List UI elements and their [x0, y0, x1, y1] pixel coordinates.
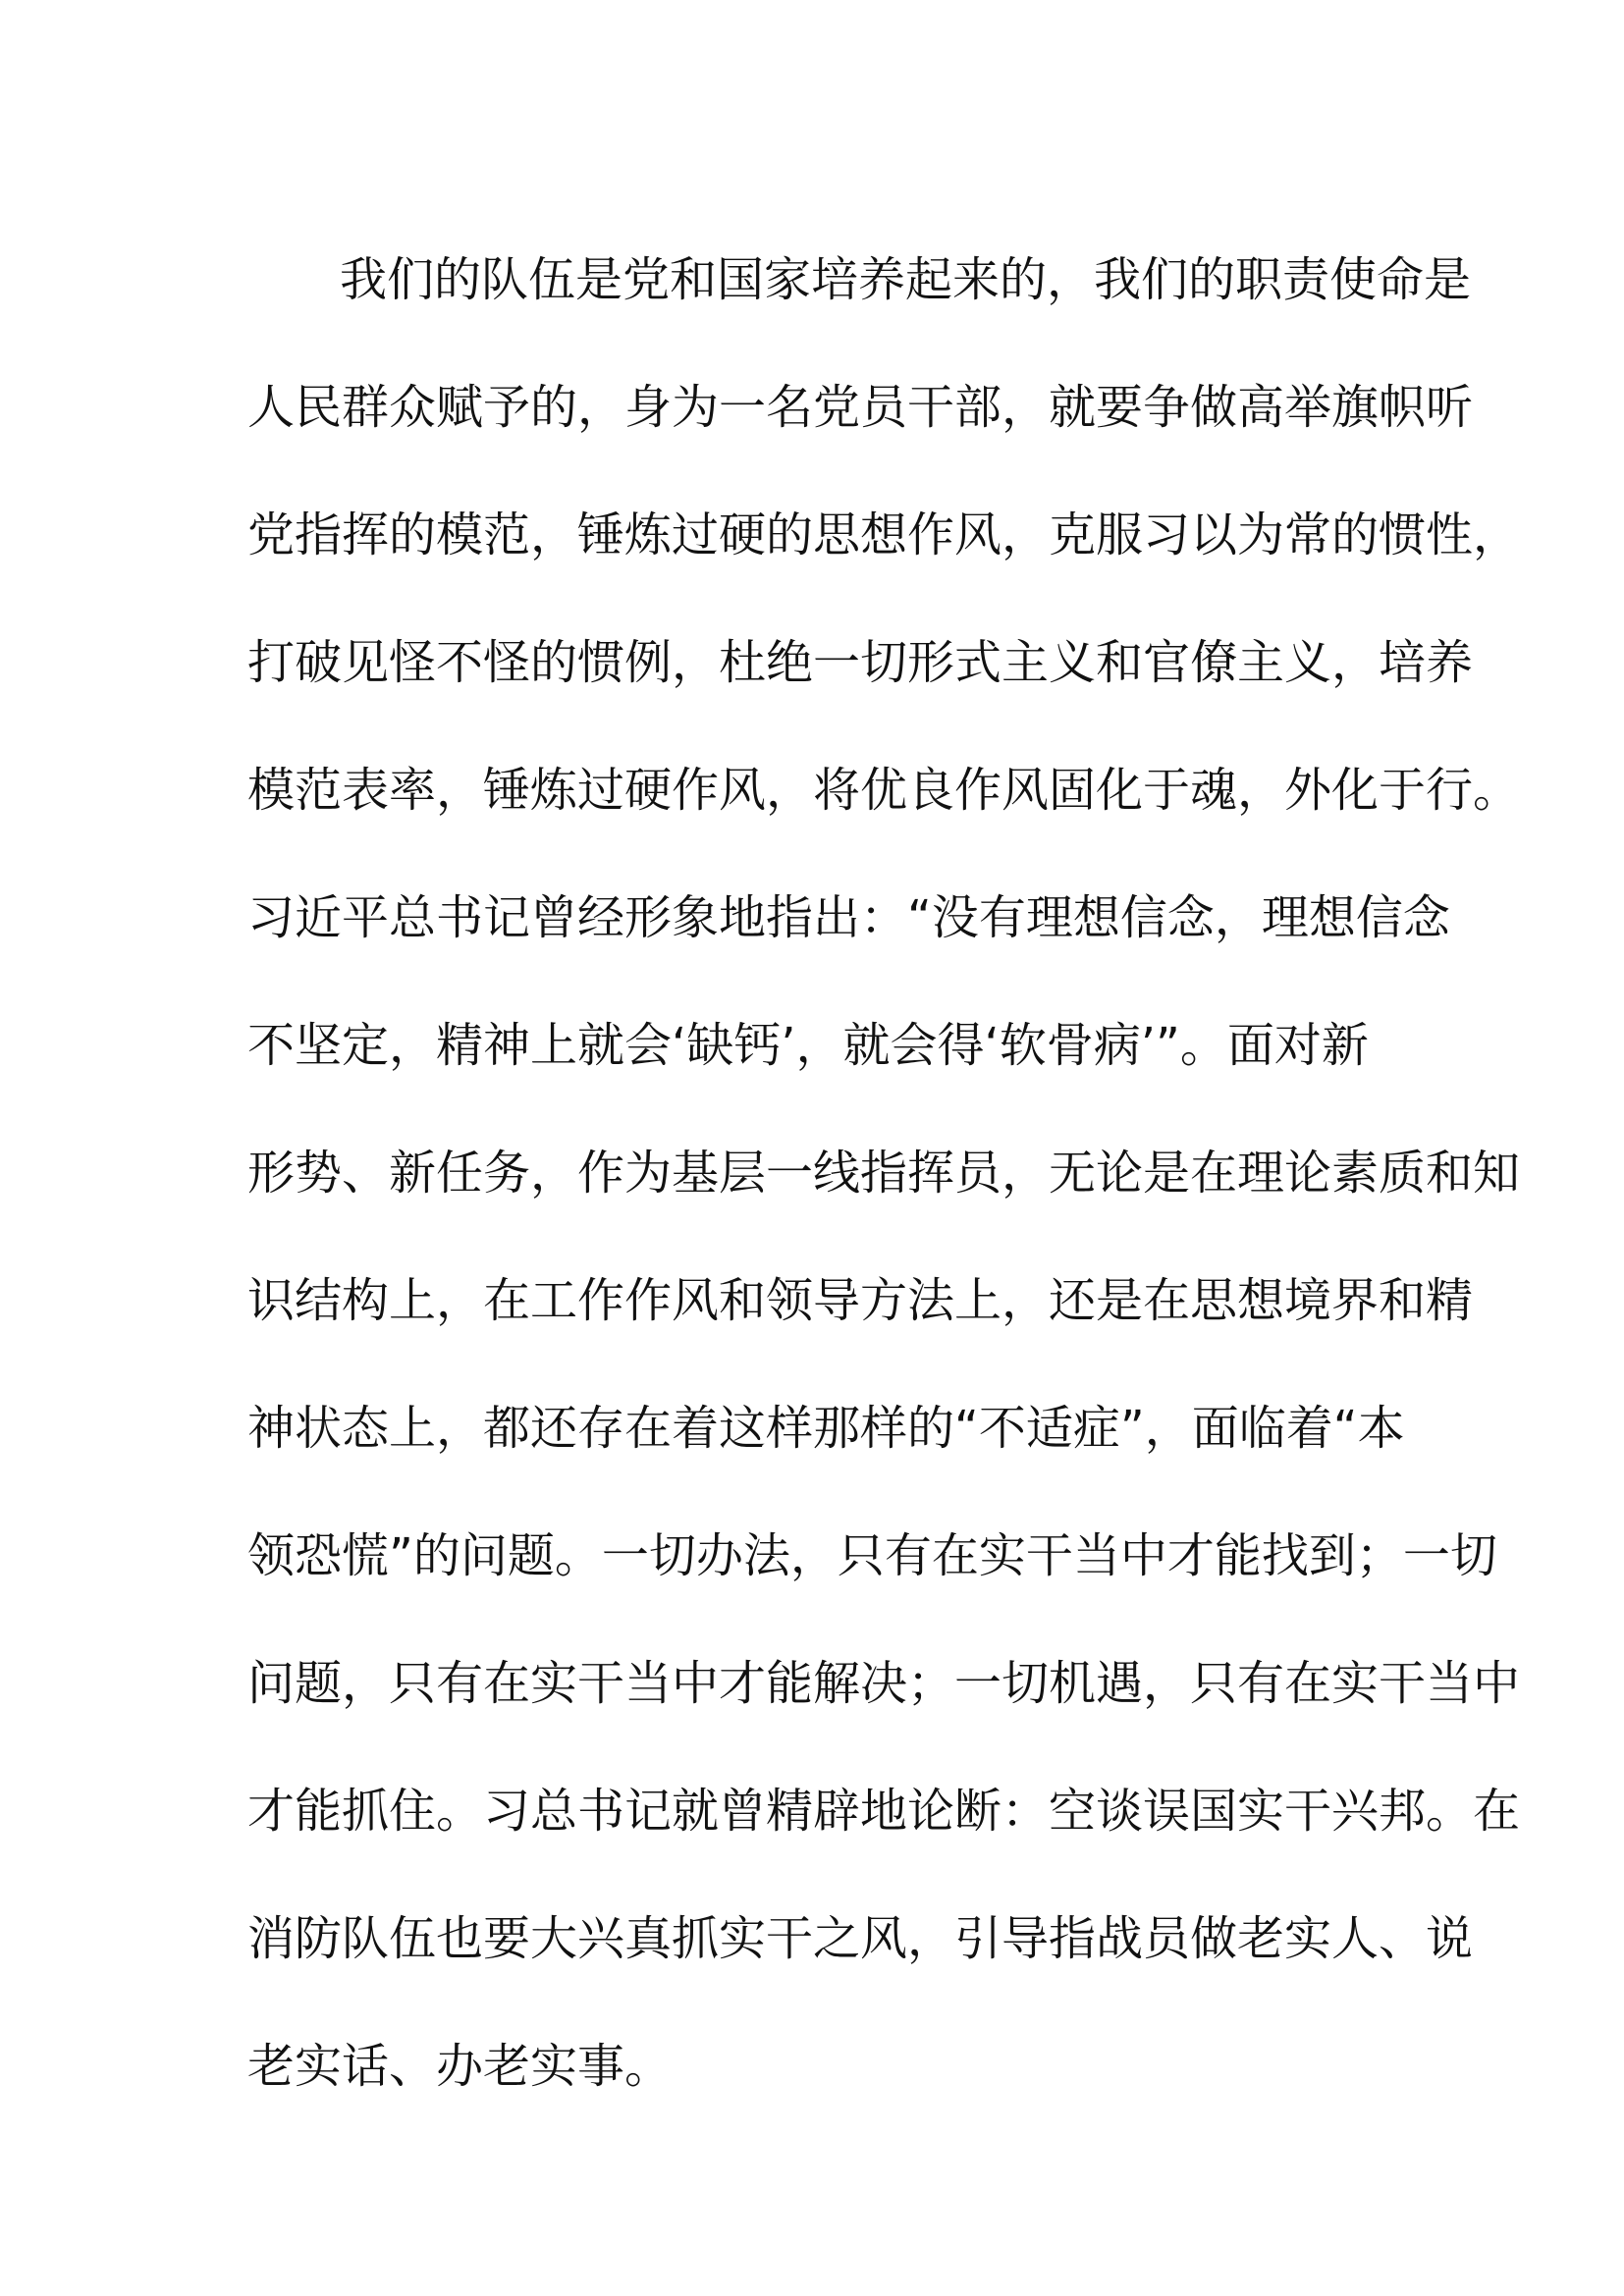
paragraph-line: 党指挥的模范，锤炼过硬的思想作风，克服习以为常的惯性， [247, 507, 1521, 562]
paragraph-line: 领恐慌”的问题。一切办法，只有在实干当中才能找到；一切 [247, 1528, 1497, 1583]
paragraph-line: 识结构上，在工作作风和领导方法上，还是在思想境界和精 [247, 1273, 1474, 1328]
paragraph-line: 消防队伍也要大兴真抓实干之风，引导指战员做老实人、说 [247, 1911, 1474, 1966]
paragraph-line: 不坚定，精神上就会‘缺钙’，就会得‘软骨病’”。面对新 [247, 1018, 1369, 1073]
body-paragraph [247, 216, 1521, 2130]
paragraph-line: 习近平总书记曾经形象地指出：“没有理想信念，理想信念 [247, 890, 1450, 945]
paragraph-line: 人民群众赋予的，身为一名党员干部，就要争做高举旗帜听 [247, 380, 1474, 435]
paragraph-line: 神状态上，都还存在着这样那样的“不适症”，面临着“本 [247, 1401, 1405, 1456]
paragraph-line: 问题，只有在实干当中才能解决；一切机遇，只有在实干当中 [247, 1656, 1521, 1711]
paragraph-line: 才能抓住。习总书记就曾精辟地论断：空谈误国实干兴邦。在 [247, 1784, 1521, 1839]
paragraph-line: 打破见怪不怪的惯例，杜绝一切形式主义和官僚主义，培养 [247, 635, 1474, 690]
paragraph-line: 老实话、办老实事。 [247, 2039, 673, 2094]
paragraph-line: 模范表率，锤炼过硬作风，将优良作风固化于魂，外化于行。 [247, 763, 1521, 818]
paragraph-line: 我们的队伍是党和国家培养起来的，我们的职责使命是 [340, 252, 1472, 307]
paragraph-line: 形势、新任务，作为基层一线指挥员，无论是在理论素质和知 [247, 1146, 1521, 1201]
